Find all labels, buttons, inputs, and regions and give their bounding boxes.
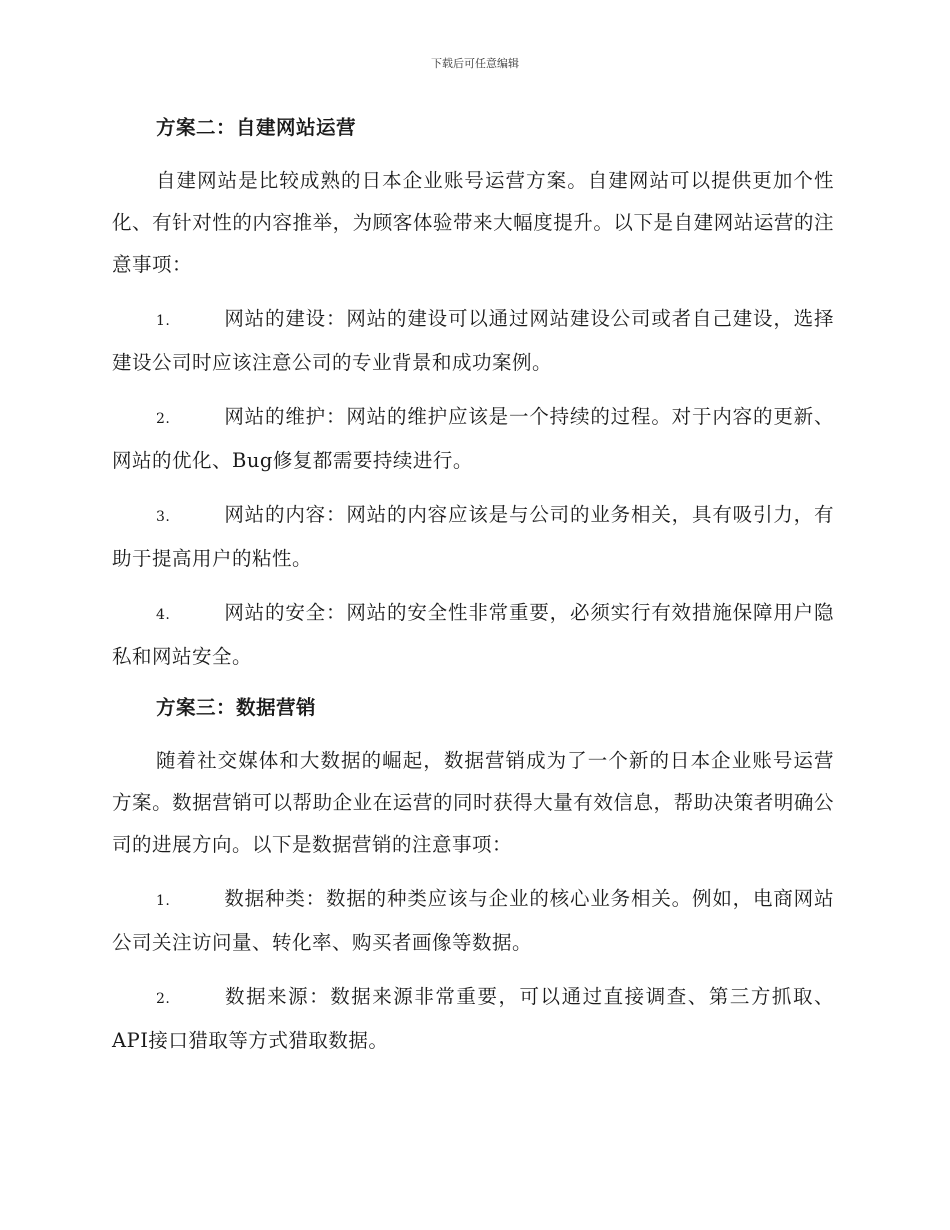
list-item-text: 网站的内容：网站的内容应该是与公司的业务相关，具有吸引力，有助于提高用户的粘性。 xyxy=(112,503,834,570)
document-body xyxy=(112,110,834,1074)
section3-heading: 方案三：数据营销 xyxy=(156,696,317,719)
list-item xyxy=(112,976,834,1062)
section2-intro: 自建网站是比较成熟的日本企业账号运营方案。自建网站可以提供更加个性化、有针对性的内容推举，为顾客体验带来大幅度提升。以下是自建网站运营的注意事项： xyxy=(112,169,834,276)
list-item-text: 网站的建设：网站的建设可以通过网站建设公司或者自己建设，选择建设公司时应该注意公司的专业背景和成功案例。 xyxy=(112,307,834,374)
list-item xyxy=(112,592,834,678)
list-item-text: 网站的安全：网站的安全性非常重要，必须实行有效措施保障用户隐私和网站安全。 xyxy=(112,601,834,668)
section2-heading: 方案二：自建网站运营 xyxy=(156,116,357,139)
section3-intro: 随着社交媒体和大数据的崛起，数据营销成为了一个新的日本企业账号运营方案。数据营销可以帮助企业在运营的同时获得大量有效信息，帮助决策者明确公司的进展方向。以下是数据营销的注意事项： xyxy=(112,749,834,856)
list-item xyxy=(112,298,834,384)
list-item-text: 网站的维护：网站的维护应该是一个持续的过程。对于内容的更新、网站的优化、Bug修复都需要持续进行。 xyxy=(112,405,834,472)
list-item xyxy=(112,396,834,482)
list-item-number: 1. xyxy=(156,313,171,329)
list-item-number: 2. xyxy=(156,411,171,427)
list-item-number: 4. xyxy=(156,607,171,623)
list-item-text: 数据来源：数据来源非常重要，可以通过直接调查、第三方抓取、API接口猎取等方式猎取数据。 xyxy=(112,985,834,1052)
page-header: 下载后可任意编辑 xyxy=(431,57,519,70)
list-item-number: 3. xyxy=(156,509,171,525)
list-item xyxy=(112,494,834,580)
list-item-number: 1. xyxy=(156,893,171,909)
list-item-text: 数据种类：数据的种类应该与企业的核心业务相关。例如，电商网站公司关注访问量、转化率、购买者画像等数据。 xyxy=(112,887,834,954)
list-item-number: 2. xyxy=(156,991,171,1007)
list-item xyxy=(112,878,834,964)
